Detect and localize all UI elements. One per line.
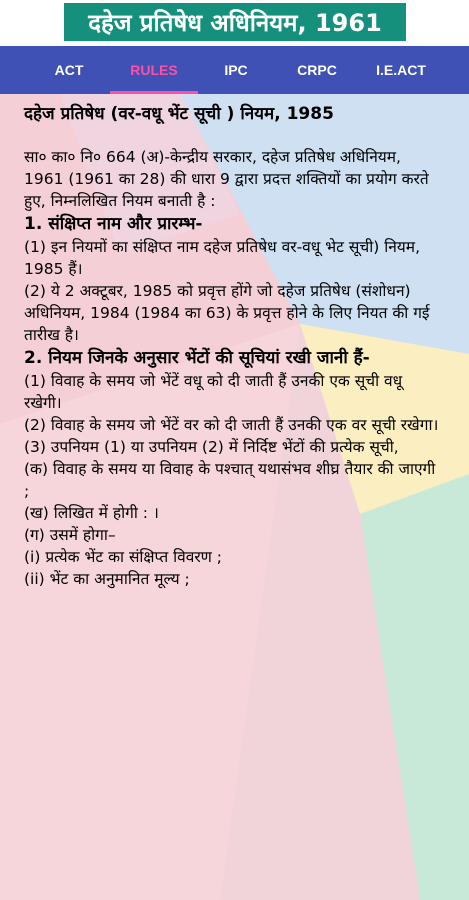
section-2-item-ii: (ii) भेंट का अनुमानित मूल्य ; — [24, 570, 190, 588]
section-2-item-i: (i) प्रत्येक भेंट का संक्षिप्त विवरण ; — [24, 548, 223, 566]
section-2-title: 2. नियम जिनके अनुसार भेंटों की सूचियां रखी जानी हैं- — [24, 348, 370, 368]
app-title: दहेज प्रतिषेध अधिनियम, 1961 — [64, 3, 406, 41]
tab-bar — [0, 46, 469, 94]
tab-ieact[interactable]: I.E.ACT — [376, 62, 426, 78]
section-2-para-1: (1) विवाह के समय जो भेंटें वधू को दी जाती हैं उनकी एक सूची वधू रखेगी। — [24, 372, 403, 412]
section-2-para-2: (2) विवाह के समय जो भेंटें वर को दी जाती हैं उनकी एक वर सूची रखेगा। — [24, 416, 439, 434]
title-bar — [0, 0, 469, 46]
document-heading: दहेज प्रतिषेध (वर-वधू भेंट सूची ) नियम, 1985 — [24, 104, 334, 124]
preamble-text: सा० का० नि० 664 (अ)-केन्द्रीय सरकार, दहेज प्रतिषेध अधिनियम, 1961 (1961 का 28) की धारा 9 द्वारा प्रदत्त शक्तियों का प्रयोग करते हुए, निम्नलिखित नियम बनाती है : — [24, 148, 429, 210]
tab-act[interactable]: ACT — [54, 62, 84, 78]
tab-rules[interactable]: RULES — [130, 62, 178, 78]
section-1-para-2: (2) ये 2 अक्टूबर, 1985 को प्रवृत्त होंगे जो दहेज प्रतिषेध (संशोधन) अधिनियम, 1984 (1984 का 63) के प्रवृत्त होने के लिए नियत की गई तारीख है। — [24, 282, 430, 344]
section-2-clause-ka: (क) विवाह के समय या विवाह के पश्चात् यथासंभव शीघ्र तैयार की जाएगी ; — [24, 460, 436, 500]
section-1-title: 1. संक्षिप्त नाम और प्रारम्भ- — [24, 214, 203, 234]
section-1-para-1: (1) इन नियमों का संक्षिप्त नाम दहेज प्रतिषेध वर-वधू भेट सूची) नियम, 1985 हैं। — [24, 238, 420, 278]
section-2-clause-kha: (ख) लिखित में होगी : । — [24, 504, 159, 522]
section-2-clause-ga: (ग) उसमें होगा– — [24, 526, 116, 544]
document-body — [24, 94, 444, 590]
section-2-para-3: (3) उपनियम (1) या उपनियम (2) में निर्दिष्ट भेंटों की प्रत्येक सूची, — [24, 438, 399, 456]
tab-ipc[interactable]: IPC — [224, 62, 248, 78]
content-area[interactable] — [0, 94, 469, 900]
tab-crpc[interactable]: CRPC — [297, 62, 337, 78]
